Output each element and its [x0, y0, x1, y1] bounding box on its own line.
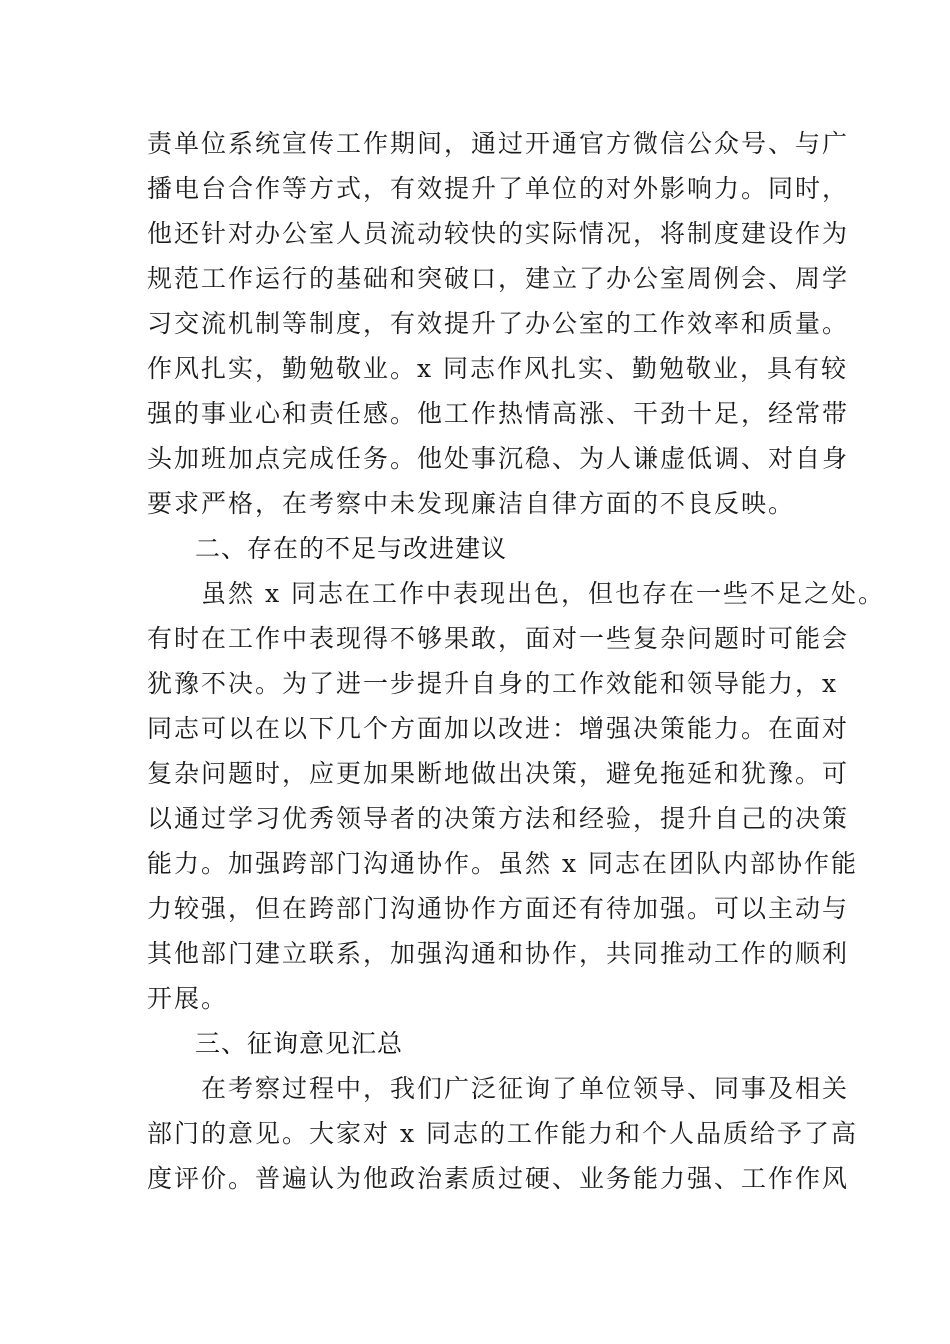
- text-line: 度评价。普遍认为他政治素质过硬、业务能力强、工作作风: [147, 1164, 850, 1193]
- text-line: 力较强，但在跨部门沟通协作方面还有待加强。可以主动与: [147, 894, 850, 923]
- text-line: 以通过学习优秀领导者的决策方法和经验，提升自己的决策: [147, 804, 850, 833]
- text-line: 同志可以在以下几个方面加以改进：增强决策能力。在面对: [147, 714, 850, 743]
- text-line: 能力。加强跨部门沟通协作。虽然 x 同志在团队内部协作能: [147, 849, 858, 878]
- text-line: 规范工作运行的基础和突破口，建立了办公室周例会、周学: [147, 264, 850, 293]
- text-line: 播电台合作等方式，有效提升了单位的对外影响力。同时，: [147, 174, 850, 203]
- text-line: 在考察过程中，我们广泛征询了单位领导、同事及相关: [147, 1074, 850, 1103]
- section-heading: 三、征询意见汇总: [195, 1029, 404, 1058]
- text-line: 作风扎实，勤勉敬业。x 同志作风扎实、勤勉敬业，具有较: [147, 354, 849, 383]
- text-line: 复杂问题时，应更加果断地做出决策，避免拖延和犹豫。可: [147, 759, 850, 788]
- text-line: 要求严格，在考察中未发现廉洁自律方面的不良反映。: [147, 489, 796, 518]
- text-line: 他还针对办公室人员流动较快的实际情况，将制度建设作为: [147, 219, 850, 248]
- text-line: 头加班加点完成任务。他处事沉稳、为人谦虚低调、对自身: [147, 444, 850, 473]
- text-line: 强的事业心和责任感。他工作热情高涨、干劲十足，经常带: [147, 399, 850, 428]
- text-line: 责单位系统宣传工作期间，通过开通官方微信公众号、与广: [147, 129, 850, 158]
- text-line: 犹豫不决。为了进一步提升自身的工作效能和领导能力，x: [147, 669, 839, 698]
- text-line: 其他部门建立联系，加强沟通和协作，共同推动工作的顺利: [147, 939, 850, 968]
- text-line: 开展。: [147, 984, 229, 1013]
- text-line: 习交流机制等制度，有效提升了办公室的工作效率和质量。: [147, 309, 850, 338]
- section-heading: 二、存在的不足与改进建议: [195, 534, 508, 563]
- text-line: 有时在工作中表现得不够果敢，面对一些复杂问题时可能会: [147, 624, 850, 653]
- text-line: 部门的意见。大家对 x 同志的工作能力和个人品质给予了高: [147, 1119, 858, 1148]
- text-line: 虽然 x 同志在工作中表现出色，但也存在一些不足之处。: [147, 579, 885, 608]
